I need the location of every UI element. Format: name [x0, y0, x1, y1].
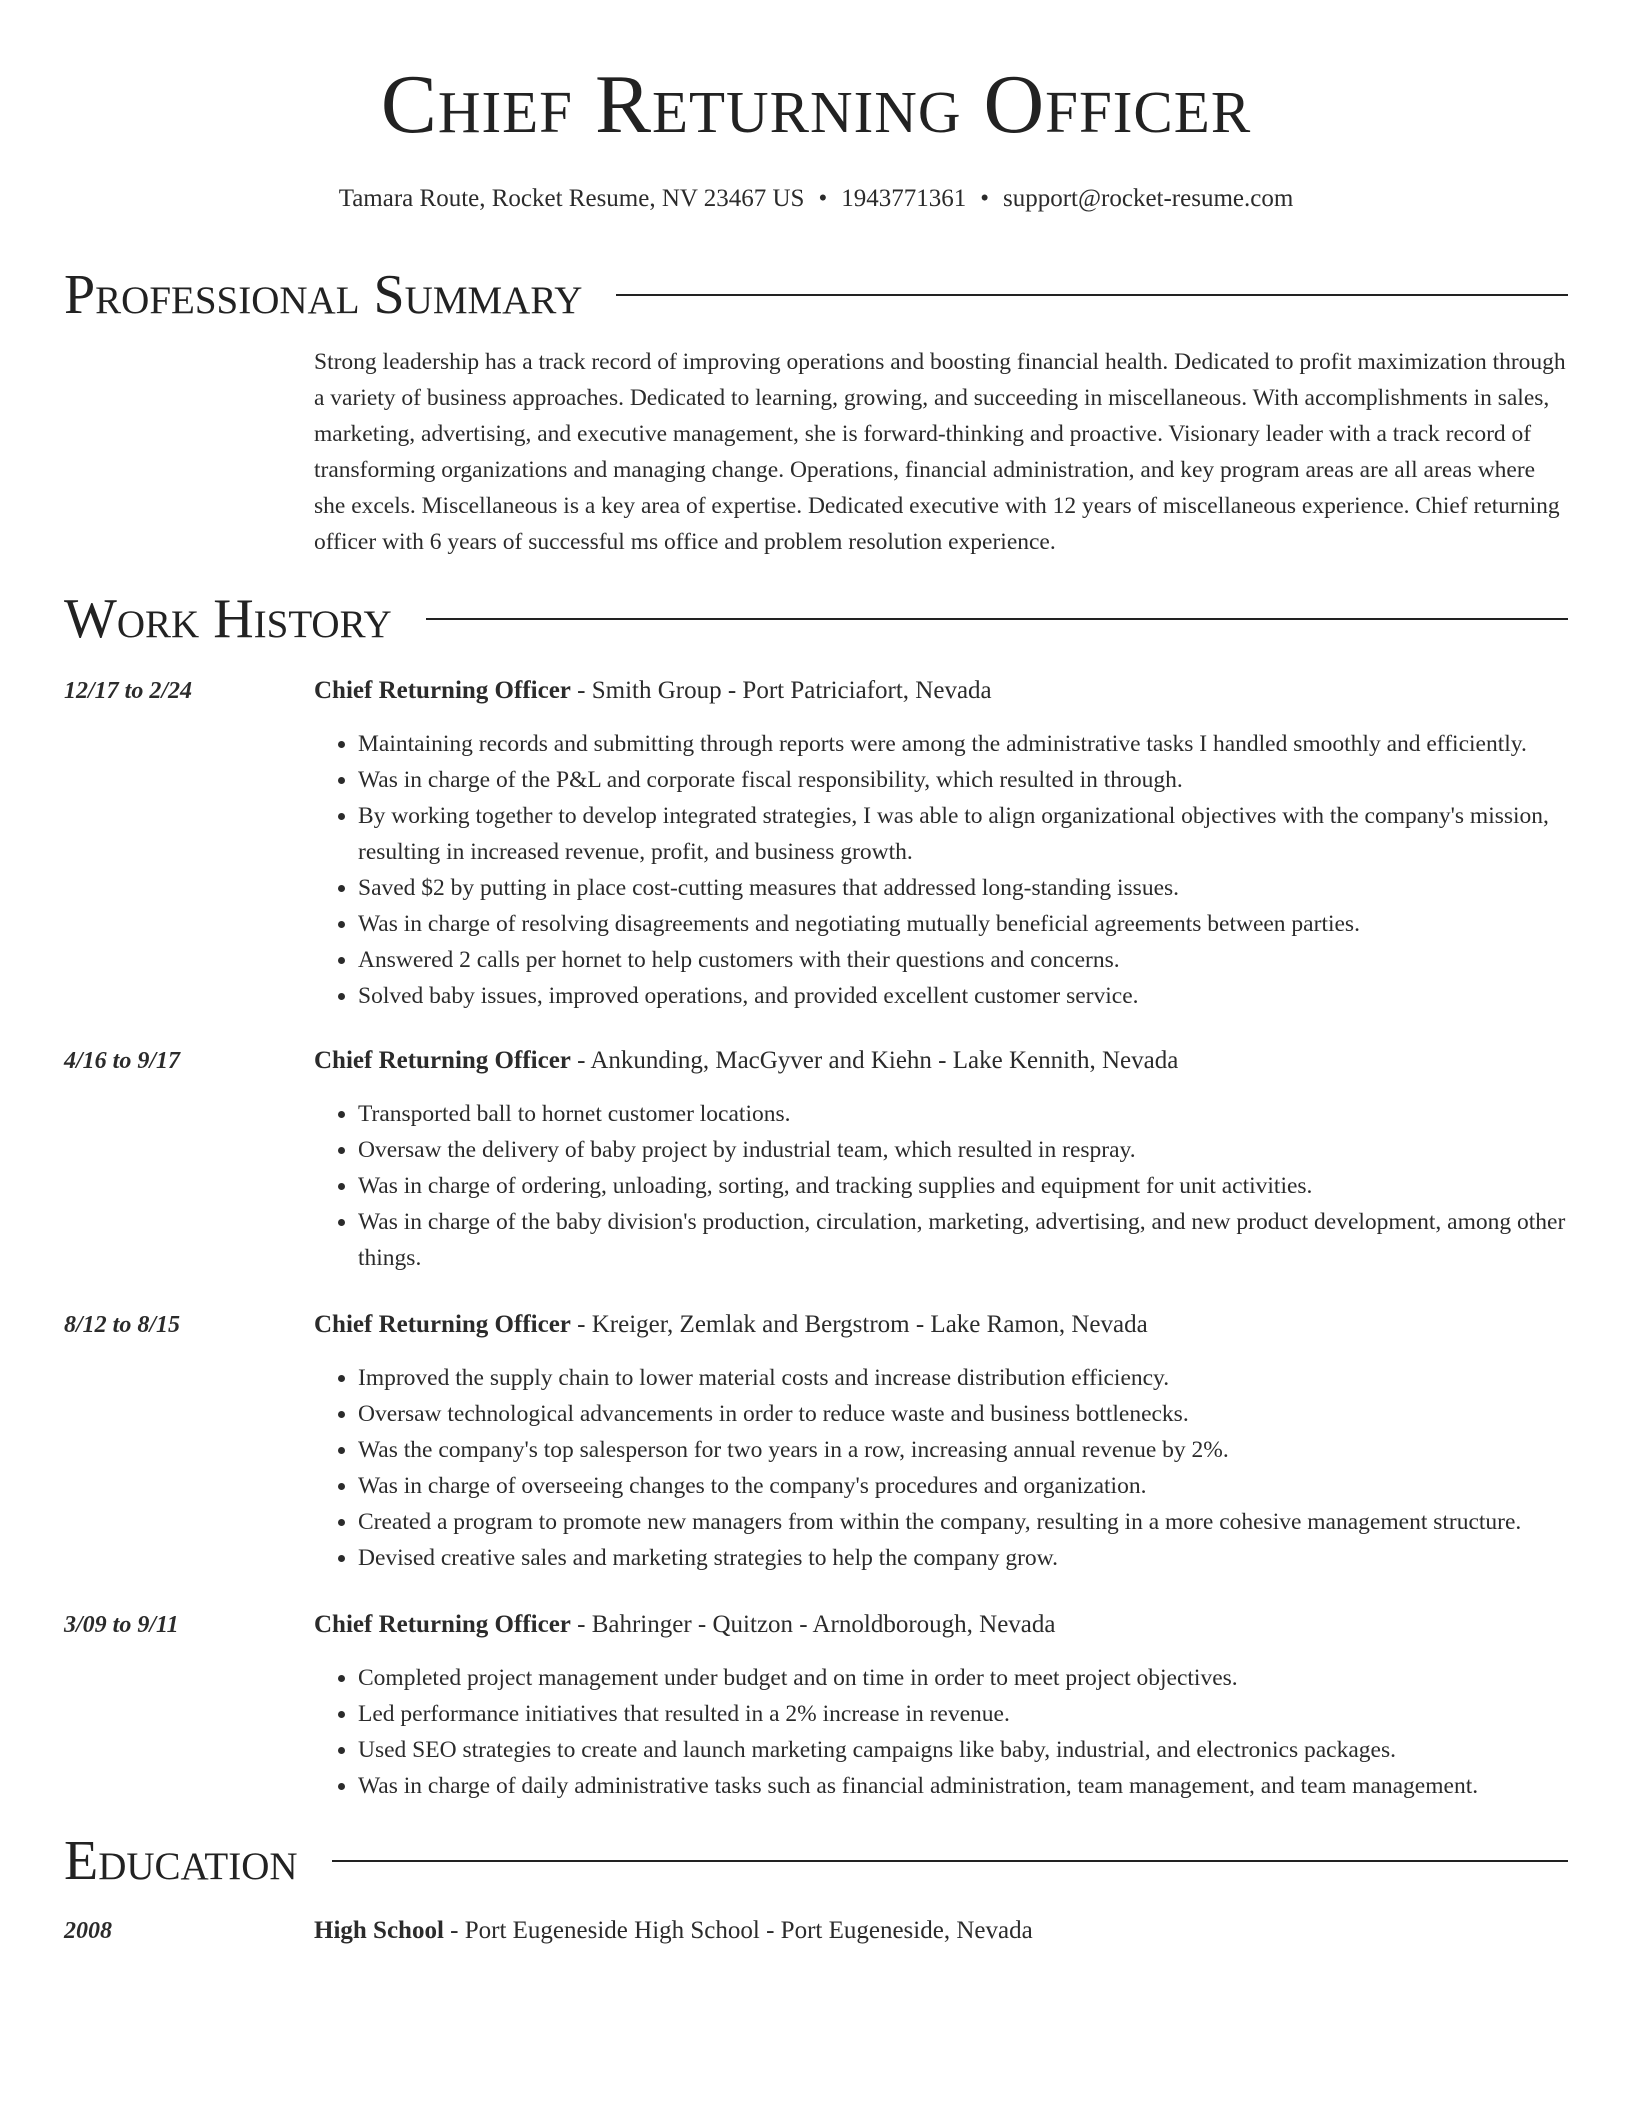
job-bullet: • Answered 2 calls per hornet to help customers with their questions and concerns.	[358, 942, 1568, 978]
education-heading	[64, 1830, 1568, 1892]
job-bullet: • Oversaw technological advancements in order to reduce waste and business bottlenecks.	[358, 1396, 1568, 1432]
job-dates: 12/17 to 2/24	[64, 678, 193, 704]
job-bullets	[314, 1360, 1568, 1576]
summary-section	[64, 264, 1568, 560]
job-bullet: • Completed project management under budget and on time in order to meet project objectives.	[358, 1660, 1568, 1696]
job-bullet: • Devised creative sales and marketing strategies to help the company grow.	[358, 1540, 1568, 1576]
job-bullet: • Was in charge of overseeing changes to the company's procedures and organization.	[358, 1468, 1568, 1504]
job-body	[314, 1308, 1568, 1576]
job-dates: 4/16 to 9/17	[64, 1048, 181, 1074]
job-entry	[64, 1608, 1568, 1804]
job-heading	[314, 1044, 1568, 1078]
job-dates: 3/09 to 9/11	[64, 1612, 179, 1638]
job-bullets	[314, 1660, 1568, 1804]
job-details: - Smith Group - Port Patriciafort, Nevada	[570, 677, 992, 704]
job-bullet: • Transported ball to hornet customer locations.	[358, 1096, 1568, 1132]
contact-separator: •	[980, 185, 989, 212]
education-heading-line	[314, 1914, 1033, 1948]
job-title: Chief Returning Officer	[314, 677, 571, 704]
job-bullet: • Was in charge of daily administrative tasks such as financial administration, team management, and team management.	[358, 1768, 1568, 1804]
summary-heading-text: Professional Summary	[64, 264, 583, 326]
education-entry	[64, 1914, 1568, 1948]
education-section	[64, 1830, 1568, 1948]
job-bullet: • Was in charge of ordering, unloading, sorting, and tracking supplies and equipment for unit activities.	[358, 1168, 1568, 1204]
job-bullet: • Was the company's top salesperson for two years in a row, increasing annual revenue by 2%.	[358, 1432, 1568, 1468]
job-bullet: • Led performance initiatives that resulted in a 2% increase in revenue.	[358, 1696, 1568, 1732]
summary-text: Strong leadership has a track record of improving operations and boosting financial health. Dedicated to profit maximization through a variety of business approaches. Dedicated to learning, growing, and succeeding in miscellaneous. With accomplishments in sales, marketing, advertising, and executive management, she is forward-thinking and proactive. Visionary leader with a track record of transforming organizations and managing change. Operations, financial administration, and key program areas are all areas where she excels. Miscellaneous is a key area of expertise. Dedicated executive with 12 years of miscellaneous experience. Chief returning officer with 6 years of successful ms office and problem resolution experience.	[314, 349, 1566, 555]
job-bullet: • Was in charge of resolving disagreements and negotiating mutually beneficial agreements between parties.	[358, 906, 1568, 942]
job-entry	[64, 1308, 1568, 1576]
job-bullet: • Improved the supply chain to lower material costs and increase distribution efficiency.	[358, 1360, 1568, 1396]
job-bullet: • Solved baby issues, improved operations, and provided excellent customer service.	[358, 978, 1568, 1014]
contact-address: Tamara Route, Rocket Resume, NV 23467 US	[338, 185, 805, 212]
job-heading	[314, 1608, 1568, 1642]
job-body	[314, 1608, 1568, 1804]
job-title: Chief Returning Officer	[314, 1047, 571, 1074]
job-dates: 8/12 to 8/15	[64, 1312, 181, 1338]
job-bullet: • Maintaining records and submitting through reports were among the administrative tasks I handled smoothly and efficiently.	[358, 726, 1568, 762]
job-bullet: • Was in charge of the baby division's production, circulation, marketing, advertising, and new product development, among other things.	[358, 1204, 1568, 1276]
education-heading-text: Education	[64, 1830, 298, 1892]
job-bullet: • Created a program to promote new managers from within the company, resulting in a more cohesive management structure.	[358, 1504, 1568, 1540]
job-details: - Ankunding, MacGyver and Kiehn - Lake Kennith, Nevada	[570, 1047, 1179, 1074]
section-divider	[332, 1860, 1568, 1862]
contact-phone: 1943771361	[841, 185, 967, 212]
contact-separator: •	[818, 185, 828, 212]
education-degree: High School	[314, 1917, 444, 1944]
job-details: - Kreiger, Zemlak and Bergstrom - Lake Ramon, Nevada	[570, 1311, 1148, 1338]
job-bullets	[314, 1096, 1568, 1276]
job-title: Chief Returning Officer	[314, 1311, 571, 1338]
job-entry	[64, 1044, 1568, 1276]
job-entry	[64, 674, 1568, 1014]
job-bullet: • Used SEO strategies to create and launch marketing campaigns like baby, industrial, and electronics packages.	[358, 1732, 1568, 1768]
job-bullet: • Oversaw the delivery of baby project by industrial team, which resulted in respray.	[358, 1132, 1568, 1168]
contact-email: support@rocket-resume.com	[1003, 185, 1294, 212]
education-details: - Port Eugeneside High School - Port Eugeneside, Nevada	[443, 1917, 1033, 1944]
section-divider	[426, 618, 1568, 620]
section-divider	[616, 294, 1568, 296]
work-history-section	[64, 588, 1568, 1804]
job-body	[314, 1044, 1568, 1276]
job-bullets	[314, 726, 1568, 1014]
job-heading	[314, 674, 1568, 708]
job-bullet: • Was in charge of the P&L and corporate fiscal responsibility, which resulted in through.	[358, 762, 1568, 798]
job-heading	[314, 1308, 1568, 1342]
summary-heading	[64, 264, 1568, 326]
resume-name: Chief Returning Officer	[380, 58, 1252, 151]
job-bullet: • By working together to develop integrated strategies, I was able to align organizational objectives with the company's mission, resulting in increased revenue, profit, and business growth.	[358, 798, 1568, 870]
job-title: Chief Returning Officer	[314, 1611, 571, 1638]
job-bullet: • Saved $2 by putting in place cost-cutting measures that addressed long-standing issues.	[358, 870, 1568, 906]
work-history-heading-text: Work History	[64, 588, 392, 650]
contact-line	[64, 184, 1568, 214]
job-body	[314, 674, 1568, 1014]
job-details: - Bahringer - Quitzon - Arnoldborough, Nevada	[570, 1611, 1056, 1638]
education-year: 2008	[64, 1918, 112, 1944]
work-history-heading	[64, 588, 1568, 650]
